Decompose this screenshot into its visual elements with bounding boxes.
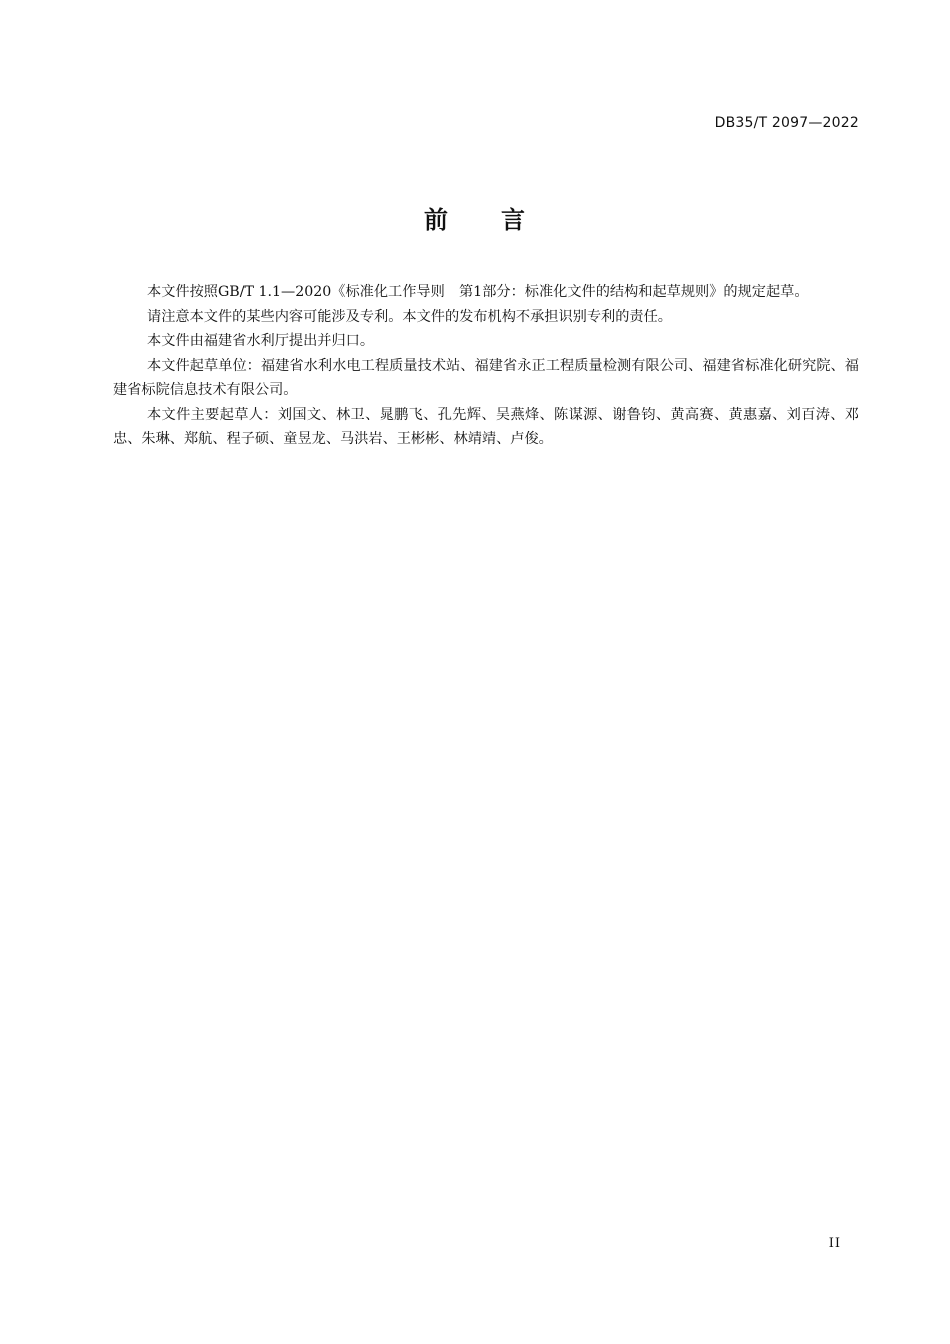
paragraph-patent-notice: 请注意本文件的某些内容可能涉及专利。本文件的发布机构不承担识别专利的责任。 (147, 308, 672, 325)
page-title (0, 200, 950, 235)
paragraph-drafting-units: 本文件起草单位：福建省水利水电工程质量技术站、福建省永正工程质量检测有限公司、福建省标准化研究院、福建省标院信息技术有限公司。 (113, 357, 859, 398)
title-char-1: 前 (424, 206, 449, 234)
page-number: II (828, 1236, 841, 1251)
paragraph-drafting-basis: 本文件按照GB/T 1.1—2020《标准化工作导则 第1部分：标准化文件的结构和起草规则》的规定起草。 (147, 284, 809, 300)
foreword-body (113, 280, 859, 452)
paragraph-drafters: 本文件主要起草人：刘国文、林卫、晁鹏飞、孔先辉、吴燕烽、陈谋源、谢鲁钧、黄高赛、黄惠嘉、刘百涛、邓忠、朱琳、郑航、程子硕、童昱龙、马洪岩、王彬彬、林靖靖、卢俊。 (113, 406, 859, 447)
document-code: DB35/T 2097—2022 (714, 115, 859, 131)
paragraph-proposer: 本文件由福建省水利厅提出并归口。 (147, 333, 375, 349)
title-char-2: 言 (501, 206, 526, 234)
